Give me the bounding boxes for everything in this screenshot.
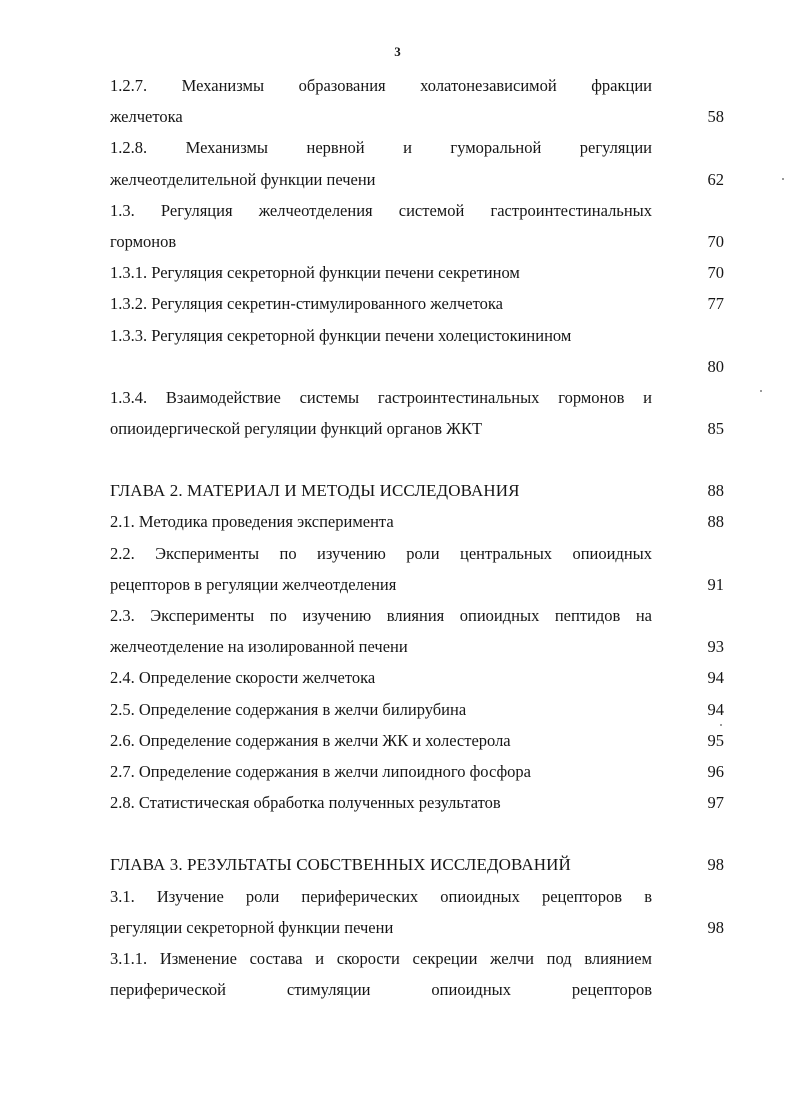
toc-entry-page: 95 bbox=[707, 730, 724, 750]
toc-entry-text: 1.3.1. Регуляция секреторной функции печени секретином bbox=[110, 263, 520, 283]
section-spacer bbox=[110, 444, 724, 475]
toc-chapter-title: ГЛАВА 3. РЕЗУЛЬТАТЫ СОБСТВЕННЫХ ИССЛЕДОВАНИЙ bbox=[110, 855, 571, 875]
toc-entry-1-3-4-cont bbox=[110, 413, 724, 444]
toc-entry-1-2-8-cont bbox=[110, 164, 724, 195]
toc-entry-2-5 bbox=[110, 694, 724, 725]
toc-entry-text: регуляции секреторной функции печени bbox=[110, 917, 394, 937]
page-number: 3 bbox=[394, 44, 401, 59]
toc-entry-page: 70 bbox=[707, 231, 724, 251]
toc-entry-1-2-7 bbox=[110, 70, 724, 101]
toc-entry-1-3-cont bbox=[110, 226, 724, 257]
toc-entry-2-8 bbox=[110, 787, 724, 818]
toc-entry-2-4 bbox=[110, 662, 724, 693]
toc-entry-2-7 bbox=[110, 756, 724, 787]
toc-entry-3-1-1-cont bbox=[110, 974, 724, 1005]
toc-entry-page: 93 bbox=[707, 637, 724, 657]
toc-entry-1-2-7-cont bbox=[110, 101, 724, 132]
scan-speck bbox=[760, 390, 762, 392]
toc-entry-page: 98 bbox=[707, 855, 724, 875]
toc-chapter-3 bbox=[110, 849, 724, 880]
toc-entry-1-3-2 bbox=[110, 288, 724, 319]
toc-entry-text: периферической стимуляции опиоидных рецепторов bbox=[110, 980, 652, 1000]
toc-entry-text: 1.3.3. Регуляция секреторной функции печени холецистокинином bbox=[110, 325, 572, 345]
toc-entry-text: 2.6. Определение содержания в желчи ЖК и холестерола bbox=[110, 730, 511, 750]
toc-entry-text: 2.4. Определение скорости желчетока bbox=[110, 668, 376, 688]
toc-entry-2-3-cont bbox=[110, 631, 724, 662]
toc-entry-text: 1.2.7. Механизмы образования холатонезависимой фракции bbox=[110, 76, 652, 95]
toc-entry-page: 70 bbox=[707, 263, 724, 283]
section-spacer bbox=[110, 818, 724, 849]
toc-entry-2-1 bbox=[110, 506, 724, 537]
toc-entry-text: 2.3. Эксперименты по изучению влияния опиоидных пептидов на bbox=[110, 606, 652, 625]
toc-entry-1-3-3-cont bbox=[110, 351, 724, 382]
toc-entry-1-3-1 bbox=[110, 257, 724, 288]
toc-entry-2-6 bbox=[110, 725, 724, 756]
toc-entry-page: 88 bbox=[707, 481, 724, 501]
toc-chapter-2 bbox=[110, 475, 724, 506]
toc-entry-text: 1.3.4. Взаимодействие системы гастроинтестинальных гормонов и bbox=[110, 387, 652, 407]
toc-entry-page: 62 bbox=[707, 169, 724, 189]
toc-entry-3-1 bbox=[110, 881, 724, 912]
toc-entry-3-1-1 bbox=[110, 943, 724, 974]
toc-entry-1-3-4 bbox=[110, 382, 724, 413]
toc-entry-text: 1.3. Регуляция желчеотделения системой гастроинтестинальных bbox=[110, 200, 652, 220]
toc-entry-text: рецепторов в регуляции желчеотделения bbox=[110, 574, 397, 594]
toc-chapter-title: ГЛАВА 2. МАТЕРИАЛ И МЕТОДЫ ИССЛЕДОВАНИЯ bbox=[110, 481, 520, 501]
toc-entry-text: опиоидергической регуляции функций органов ЖКТ bbox=[110, 419, 483, 439]
toc-entry-page: 94 bbox=[707, 699, 724, 719]
toc-entry-3-1-cont bbox=[110, 912, 724, 943]
toc-entry-text: желчетока bbox=[110, 107, 183, 127]
toc-entry-1-2-8 bbox=[110, 132, 724, 163]
toc-entry-page: 94 bbox=[707, 668, 724, 688]
toc-entry-page: 91 bbox=[707, 574, 724, 594]
toc-entry-2-3 bbox=[110, 600, 724, 631]
scan-speck bbox=[720, 724, 722, 726]
toc-entry-text: гормонов bbox=[110, 231, 177, 251]
scan-speck bbox=[782, 178, 784, 180]
toc-entry-page: 98 bbox=[707, 917, 724, 937]
toc-entry-page: 97 bbox=[707, 793, 724, 813]
toc-entry-text: 2.5. Определение содержания в желчи билирубина bbox=[110, 699, 467, 719]
toc-entry-text: желчеотделение на изолированной печени bbox=[110, 637, 408, 657]
table-of-contents bbox=[110, 70, 724, 1005]
toc-entry-text: 3.1.1. Изменение состава и скорости секреции желчи под влиянием bbox=[110, 948, 652, 968]
toc-entry-2-2-cont bbox=[110, 569, 724, 600]
toc-entry-text: 2.8. Статистическая обработка полученных результатов bbox=[110, 793, 501, 813]
toc-entry-text: 1.3.2. Регуляция секретин-стимулированного желчетока bbox=[110, 294, 503, 314]
toc-entry-text: 2.2. Эксперименты по изучению роли центральных опиоидных bbox=[110, 543, 652, 563]
toc-entry-2-2 bbox=[110, 538, 724, 569]
toc-entry-page: 80 bbox=[707, 356, 724, 376]
toc-entry-text: 1.2.8. Механизмы нервной и гуморальной регуляции bbox=[110, 138, 652, 158]
toc-entry-text: 2.1. Методика проведения эксперимента bbox=[110, 512, 394, 532]
toc-entry-page: 77 bbox=[707, 294, 724, 314]
toc-entry-1-3-3 bbox=[110, 320, 724, 351]
toc-entry-text: 2.7. Определение содержания в желчи липоидного фосфора bbox=[110, 761, 532, 781]
toc-entry-page: 85 bbox=[707, 419, 724, 439]
toc-entry-page: 96 bbox=[707, 761, 724, 781]
toc-entry-text: желчеотделительной функции печени bbox=[110, 169, 376, 189]
toc-entry-1-3 bbox=[110, 195, 724, 226]
toc-entry-page: 88 bbox=[707, 512, 724, 532]
toc-entry-text: 3.1. Изучение роли периферических опиоидных рецепторов в bbox=[110, 886, 652, 906]
toc-entry-page: 58 bbox=[707, 107, 724, 127]
